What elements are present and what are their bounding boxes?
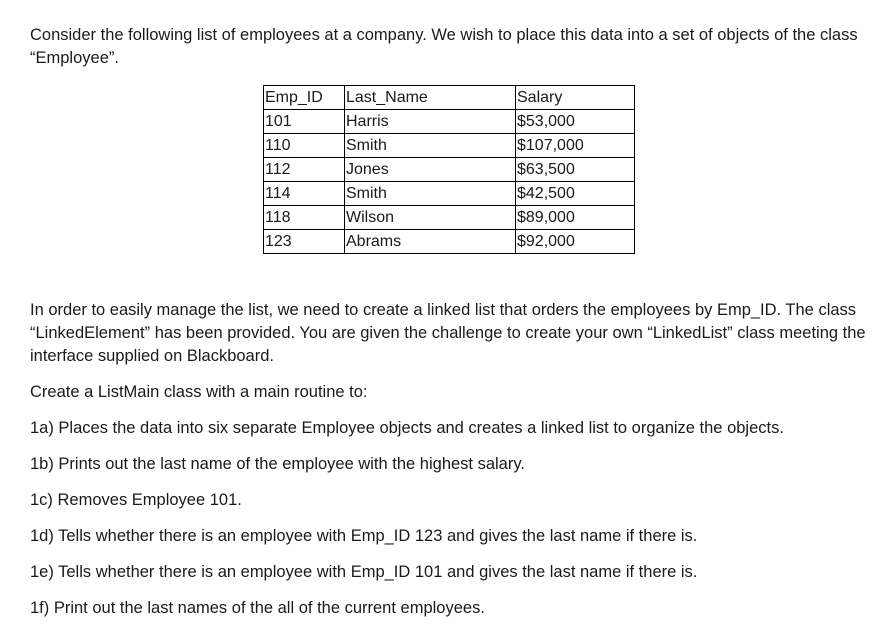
create-instruction: Create a ListMain class with a main routine to:: [30, 383, 368, 401]
intro-paragraph: Consider the following list of employees at a company. We wish to place this data into a set of objects of the class “Employee”.: [30, 26, 858, 67]
cell-salary: $53,000: [516, 110, 635, 134]
table-row: [264, 230, 635, 254]
table-header-row: [264, 86, 635, 110]
cell-last-name: Smith: [345, 134, 516, 158]
cell-emp-id: 110: [264, 134, 345, 158]
employee-table: [263, 85, 635, 254]
cell-salary: $92,000: [516, 230, 635, 254]
cell-emp-id: 118: [264, 206, 345, 230]
cell-emp-id: 114: [264, 182, 345, 206]
employee-table-wrapper: [263, 85, 870, 254]
task-1c: 1c) Removes Employee 101.: [30, 491, 242, 509]
document-page: [30, 24, 870, 633]
task-1b: 1b) Prints out the last name of the employee with the highest salary.: [30, 455, 525, 473]
table-row: [264, 158, 635, 182]
cell-emp-id: 112: [264, 158, 345, 182]
task-1e: 1e) Tells whether there is an employee with Emp_ID 101 and gives the last name if there is.: [30, 563, 698, 581]
cell-salary: $89,000: [516, 206, 635, 230]
cell-last-name: Jones: [345, 158, 516, 182]
cell-last-name: Abrams: [345, 230, 516, 254]
cell-last-name: Smith: [345, 182, 516, 206]
linked-list-paragraph: In order to easily manage the list, we need to create a linked list that orders the employees by Emp_ID. The class “LinkedElement” has been provided. You are given the challenge to create your own “LinkedList” class meeting the interface supplied on Blackboard.: [30, 301, 866, 365]
task-1f: 1f) Print out the last names of the all of the current employees.: [30, 599, 485, 617]
cell-last-name: Wilson: [345, 206, 516, 230]
cell-salary: $63,500: [516, 158, 635, 182]
table-row: [264, 134, 635, 158]
table-row: [264, 182, 635, 206]
task-1a: 1a) Places the data into six separate Employee objects and creates a linked list to organize the objects.: [30, 419, 784, 437]
header-emp-id: Emp_ID: [264, 86, 345, 110]
cell-emp-id: 123: [264, 230, 345, 254]
table-row: [264, 206, 635, 230]
header-salary: Salary: [516, 86, 635, 110]
cell-emp-id: 101: [264, 110, 345, 134]
cell-salary: $107,000: [516, 134, 635, 158]
cell-salary: $42,500: [516, 182, 635, 206]
header-last-name: Last_Name: [345, 86, 516, 110]
task-1d: 1d) Tells whether there is an employee with Emp_ID 123 and gives the last name if there is.: [30, 527, 698, 545]
cell-last-name: Harris: [345, 110, 516, 134]
table-row: [264, 110, 635, 134]
